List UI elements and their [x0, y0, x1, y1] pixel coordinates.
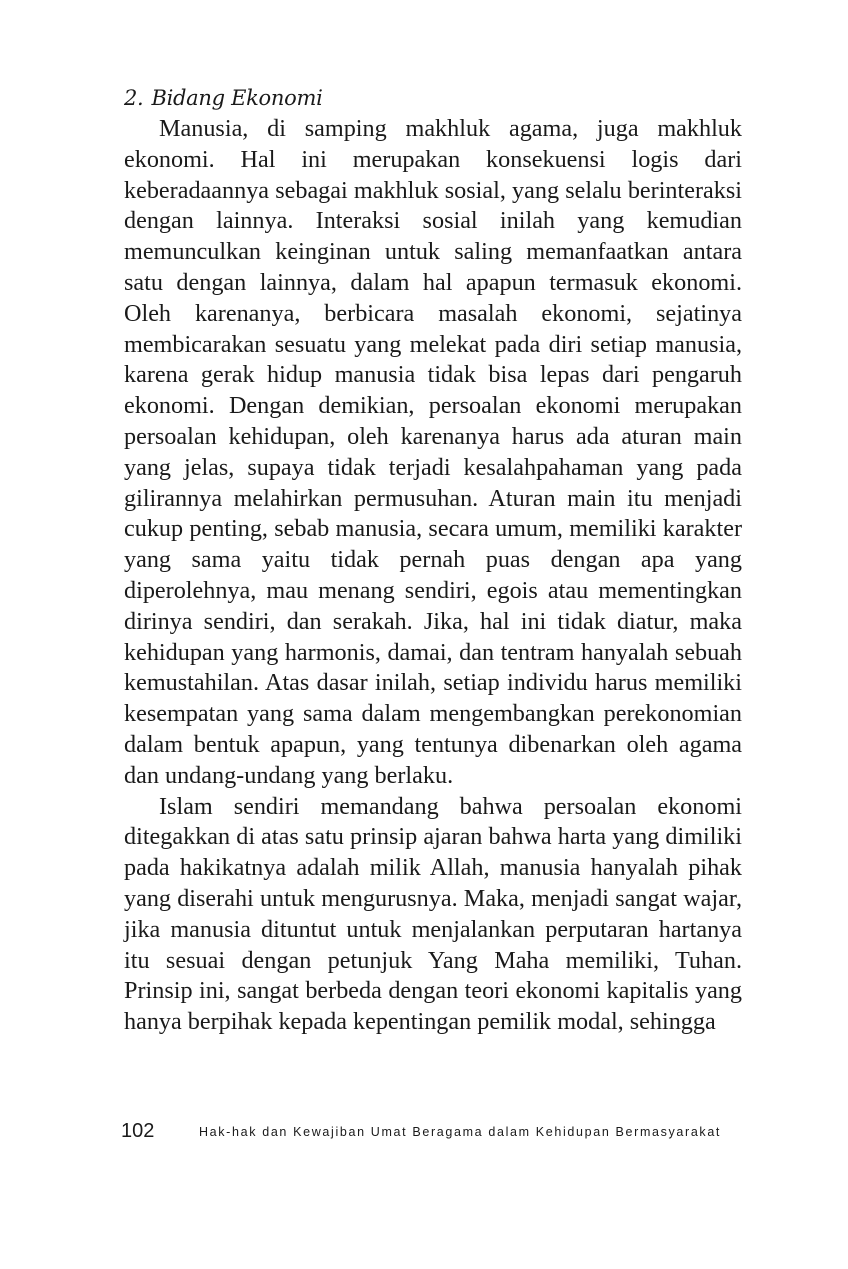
page-footer — [121, 1117, 751, 1147]
body-text — [124, 114, 742, 1038]
section-number: 2. — [124, 86, 144, 110]
running-title: Hak-hak dan Kewajiban Umat Beragama dalam Kehidupan Bermasyarakat — [199, 1125, 722, 1139]
paragraph: Manusia, di samping makhluk agama, juga makhluk ekonomi. Hal ini merupakan konsekuensi logis dari keberadaannya sebagai makhluk sosial, yang selalu berinteraksi dengan lainnya. Interaksi sosial inilah yang kemudian memunculkan keinginan untuk saling memanfaatkan antara satu dengan lainnya, dalam hal apapun termasuk ekonomi. Oleh karenanya, berbicara masalah ekonomi, sejatinya membicarakan sesuatu yang melekat pada diri setiap manusia, karena gerak hidup manusia tidak bisa lepas dari pengaruh ekonomi. Dengan demikian, persoalan ekonomi merupakan persoalan kehidupan, oleh karenanya harus ada aturan main yang jelas, supaya tidak terjadi kesalahpahaman yang pada gilirannya melahirkan permusuhan. Aturan main itu menjadi cukup penting, sebab manusia, secara umum, memiliki karakter yang sama yaitu tidak pernah puas dengan apa yang diperolehnya, mau menang sendiri, egois atau mementingkan dirinya sendiri, dan serakah. Jika, hal ini tidak diatur, maka kehidupan yang harmonis, damai, dan tentram hanyalah sebuah kemustahilan. Atas dasar inilah, setiap individu harus memiliki kesempatan yang sama dalam mengembangkan perekonomian dalam bentuk apapun, yang tentunya dibenarkan oleh agama dan undang-undang yang berlaku. — [124, 115, 742, 789]
section-title: Bidang Ekonomi — [151, 86, 323, 110]
section-heading — [124, 84, 323, 112]
paragraph: Islam sendiri memandang bahwa persoalan ekonomi ditegakkan di atas satu prinsip ajaran bahwa harta yang dimiliki pada hakikatnya adalah milik Allah, manusia hanyalah pihak yang diserahi untuk mengurusnya. Maka, menjadi sangat wajar, jika manusia dituntut untuk menjalankan perputaran hartanya itu sesuai dengan petunjuk Yang Maha memiliki, Tuhan. Prinsip ini, sangat berbeda dengan teori ekonomi kapitalis yang hanya berpihak kepada kepentingan pemilik modal, sehingga — [124, 792, 742, 1036]
page-number: 102 — [121, 1120, 155, 1142]
